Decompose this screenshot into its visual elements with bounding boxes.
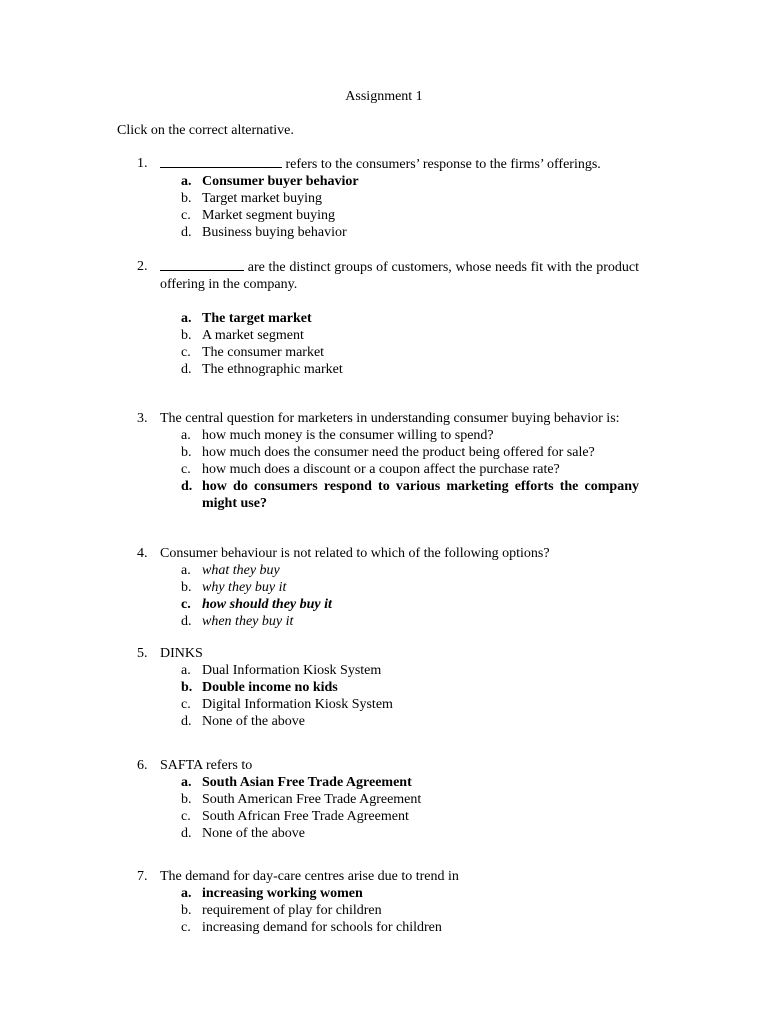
option-b[interactable]: b. Target market buying (181, 191, 323, 206)
question-number: 7. (137, 869, 148, 884)
option-a[interactable]: a. Consumer buyer behavior (181, 174, 359, 189)
option-a[interactable]: a. South Asian Free Trade Agreement (181, 775, 412, 790)
option-a[interactable]: a. increasing working women (181, 886, 363, 901)
option-a[interactable]: a. how much money is the consumer willing to spend? (181, 428, 494, 443)
option-b[interactable]: b. Double income no kids (181, 680, 338, 695)
option-c[interactable]: c. how should they buy it (181, 597, 332, 612)
option-d[interactable]: d. None of the above (181, 714, 306, 729)
question-number: 4. (137, 546, 148, 561)
option-d[interactable]: d. how do consumers respond to various marketing efforts the company might use? (181, 479, 639, 511)
question-text: refers to the consumers’ response to the firms’ offerings. (282, 157, 601, 172)
page-title: Assignment 1 (345, 89, 423, 104)
option-d[interactable]: d. when they buy it (181, 614, 294, 629)
question-text: The demand for day-care centres arise due to trend in (160, 869, 459, 884)
question-2 (137, 258, 639, 378)
option-b[interactable]: b. South American Free Trade Agreement (181, 792, 422, 807)
option-c[interactable]: c. South African Free Trade Agreement (181, 809, 409, 824)
question-number: 3. (137, 411, 148, 426)
option-c[interactable]: c. The consumer market (181, 345, 325, 360)
question-text: Consumer behaviour is not related to which of the following options? (160, 546, 550, 561)
question-7 (137, 868, 639, 936)
option-d[interactable]: d. The ethnographic market (181, 362, 343, 377)
question-3 (137, 410, 639, 512)
question-number: 1. (137, 156, 148, 171)
option-c[interactable]: c. Digital Information Kiosk System (181, 697, 393, 712)
question-text: SAFTA refers to (160, 758, 253, 773)
option-d[interactable]: d. Business buying behavior (181, 225, 347, 240)
option-b[interactable]: b. how much does the consumer need the product being offered for sale? (181, 445, 595, 460)
option-b[interactable]: b. requirement of play for children (181, 903, 382, 918)
question-1 (137, 155, 639, 241)
question-6 (137, 757, 639, 842)
question-number: 2. (137, 259, 148, 274)
question-text: The central question for marketers in understanding consumer buying behavior is: (160, 411, 620, 426)
question-4 (137, 545, 639, 630)
option-a[interactable]: a. The target market (181, 311, 312, 326)
question-5 (137, 645, 639, 730)
option-a[interactable]: a. what they buy (181, 563, 280, 578)
answer-blank (160, 258, 244, 271)
option-b[interactable]: b. A market segment (181, 328, 304, 343)
question-number: 5. (137, 646, 148, 661)
option-b[interactable]: b. why they buy it (181, 580, 287, 595)
option-c[interactable]: c. increasing demand for schools for children (181, 920, 442, 935)
question-text: DINKS (160, 646, 203, 661)
question-number: 6. (137, 758, 148, 773)
option-d[interactable]: d. None of the above (181, 826, 306, 841)
answer-blank (160, 155, 282, 168)
question-text: are the distinct groups of customers, whose needs fit with the product offering in the company. (160, 260, 639, 292)
option-c[interactable]: c. how much does a discount or a coupon affect the purchase rate? (181, 462, 560, 477)
instruction-text: Click on the correct alternative. (117, 123, 294, 138)
option-a[interactable]: a. Dual Information Kiosk System (181, 663, 382, 678)
option-c[interactable]: c. Market segment buying (181, 208, 335, 223)
